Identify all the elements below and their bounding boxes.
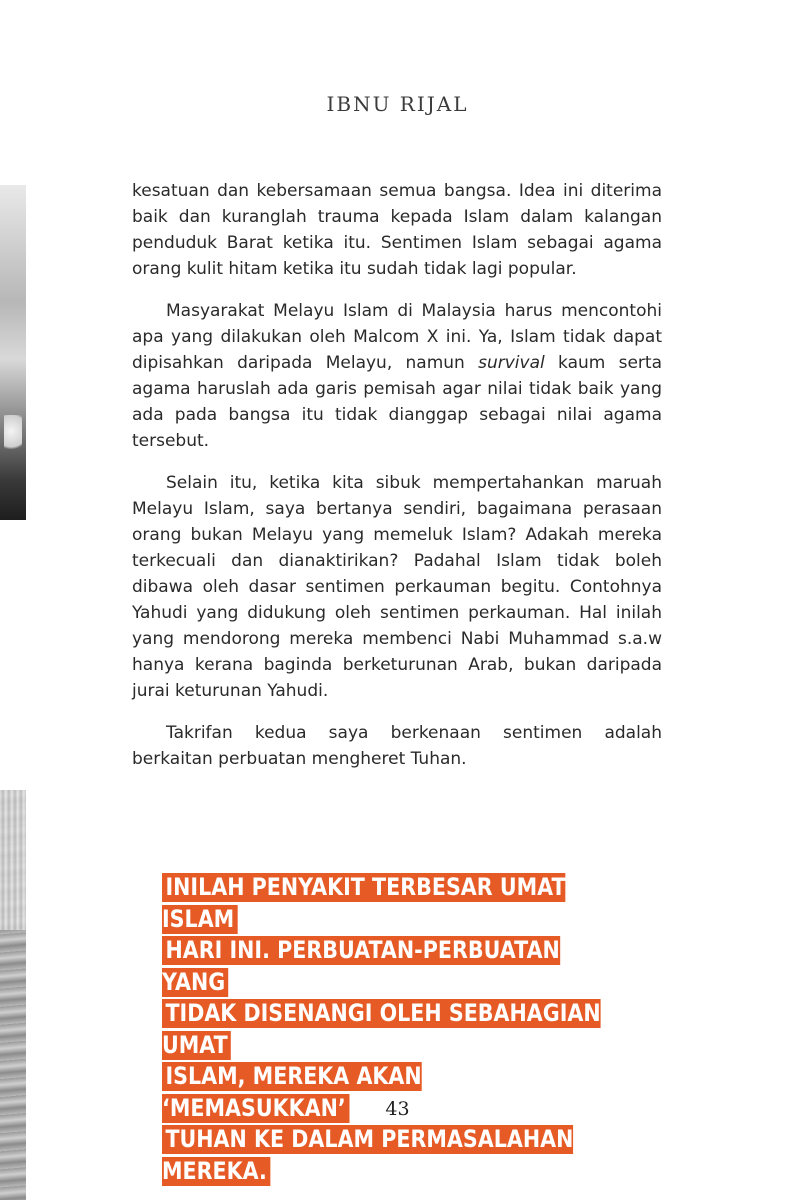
paragraph-1: kesatuan dan kebersamaan semua bangsa. Idea ini diterima baik dan kuranglah trauma kepada Islam dalam kalangan penduduk Barat ketika itu. Sentimen Islam sebagai agama orang kulit hitam ketika itu sudah tidak lagi popular. [132,181,662,279]
edge-photo-strip-bottom [0,790,26,1200]
pull-quote-line: INILAH PENYAKIT TERBESAR UMAT ISLAM [162,873,566,933]
running-head: IBNU RIJAL [326,92,469,116]
pull-quote [162,872,609,1187]
pull-quote-line: TUHAN KE DALAM PERMASALAHAN MEREKA. [162,1125,574,1185]
pull-quote-line: HARI INI. PERBUATAN-PERBUATAN YANG [162,936,560,996]
page-number: 43 [385,1098,410,1120]
emphasis-survival: survival [478,353,545,373]
pull-quote-line: ISLAM, MEREKA AKAN ‘MEMASUKKAN’ [162,1062,422,1122]
pull-quote-line: TIDAK DISENANGI OLEH SEBAHAGIAN UMAT [162,999,601,1059]
paragraph-4: Takrifan kedua saya berkenaan sentimen adalah berkaitan perbuatan mengheret Tuhan. [132,723,662,769]
body-text [132,178,662,788]
edge-photo-strip-top [0,185,26,520]
paragraph-3: Selain itu, ketika kita sibuk mempertahankan maruah Melayu Islam, saya bertanya sendiri, bagaimana perasaan orang bukan Melayu yang memeluk Islam? Adakah mereka terkecuali dan dianaktirikan? Padahal Islam tidak boleh dibawa oleh dasar sentimen perkauman begitu. Contohnya Yahudi yang didukung oleh sentimen perkauman. Hal inilah yang mendorong mereka membenci Nabi Muhammad s.a.w hanya kerana baginda berketurunan Arab, bukan daripada jurai keturunan Yahudi. [132,473,662,701]
paragraph-2: Masyarakat Melayu Islam di Malaysia harus mencontohi apa yang dilakukan oleh Malcom X ini. Ya, Islam tidak dapat dipisahkan daripada Melayu, namun survival kaum serta agama haruslah ada garis pemisah agar nilai tidak baik yang ada pada bangsa itu tidak dianggap sebagai nilai agama tersebut. [132,301,662,451]
